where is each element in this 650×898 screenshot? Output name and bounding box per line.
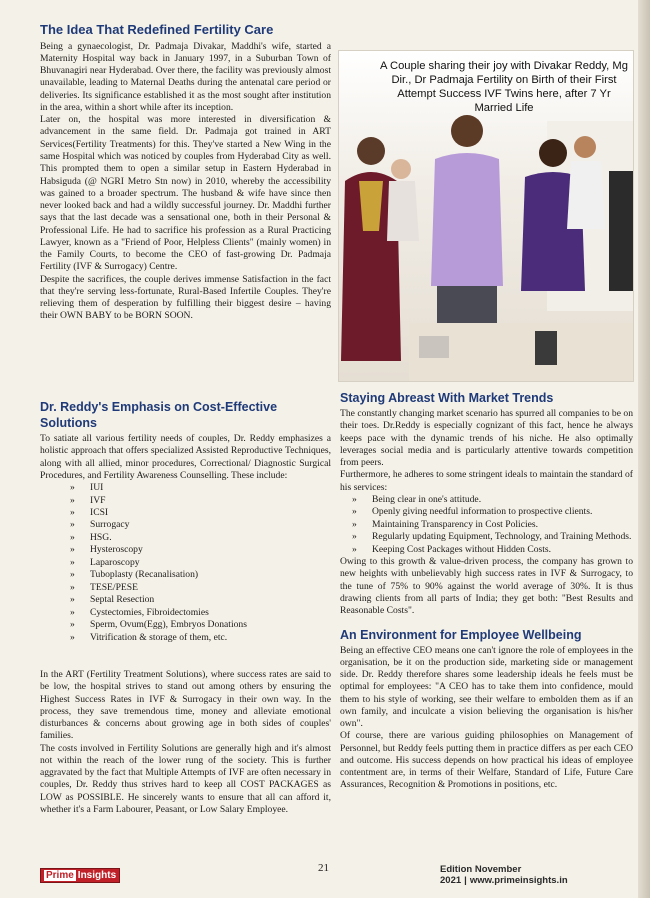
page-edge-shadow: [638, 0, 650, 898]
list-item: » Sperm, Ovum(Egg), Embryos Donations: [70, 619, 331, 631]
page-number: 21: [318, 862, 329, 874]
ideals-list: [340, 494, 633, 556]
logo-insights: Insights: [77, 870, 117, 881]
paragraph: In the ART (Fertility Treatment Solutions), where success rates are said to be low, the hospital strives to stand out among others by ensuring the Highest Success Rates in IVF & Surrogacy in their own way. In the process, they save tremendous time, money and alleviate emotional disturbances & concerns about growing age in both sides of couples' families.: [40, 669, 331, 742]
list-item: » Septal Resection: [70, 594, 331, 606]
paragraph: The constantly changing market scenario has spurred all companies to be on their toes. Dr.Reddy is especially cognizant of this fact, hence he always keeps pace with the dynamic trends of his niche. He also optimally leverages social media and is particularly attentive towards competition from peers.: [340, 408, 633, 469]
services-list: [40, 482, 331, 644]
list-item: » Tuboplasty (Recanalisation): [70, 569, 331, 581]
separator: |: [464, 875, 467, 886]
left-column-bottom: [40, 669, 331, 816]
paragraph: Owing to this growth & value-driven process, the company has grown to new heights with unbelievably high success rates in IVF & Surrogacy, to the tune of 75% to 90% against the world average of 30%. It is thus drawing clients from all parts of India; they get both: "Best Results and Reasonable Costs".: [340, 556, 633, 617]
paragraph: Of course, there are various guiding philosophies on Management of Personnel, but Reddy feels putting them in practice differs as per each CEO and outcome. His success depends on how practical his ideas of employee contentment are, in terms of their Welfare, Standard of Life, Future Care Assurances, Recognition & Promotions in positions, etc.: [340, 730, 633, 791]
paragraph: Despite the sacrifices, the couple derives immense Satisfaction in the fact that they're serving less-fortunate, Rural-Based Infertile Couples. They're relieving them of desperation by fulfilling their biggest desire – having their OWN BABY to be BORN SOON.: [40, 273, 331, 322]
list-item: » Laparoscopy: [70, 557, 331, 569]
list-item: » Maintaining Transparency in Cost Policies.: [352, 519, 633, 531]
logo-prime: Prime: [46, 870, 74, 881]
paragraph: Being an effective CEO means one can't ignore the role of employees in the organisation, be it on the production side, marketing side or management side. Dr. Reddy therefore shares some leadership ideals he feels must be optimal for employees: "A CEO has to take them into confidence, mould them to his style of working, see their welfare to embolden them as if an own family, and inculcate a vision believing the organisation is his/her own".: [340, 644, 633, 730]
website-link[interactable]: www.primeinsights.in: [469, 875, 568, 886]
list-item: » Regularly updating Equipment, Technology, and Training Methods.: [352, 531, 633, 543]
list-item: » Surrogacy: [70, 519, 331, 531]
left-column: [40, 22, 331, 323]
paragraph: Later on, the hospital was more interested in diversification & advancement in the same field. Dr. Padmaja got trained in ART Services(Fertility Treatments) for this. They've started a New Wing in the same Hospital which was noticed by couples from Hyderabad City as well. This prompted them to open a similar setup in Eastern Hyderabad in Habsiguda (@ NGRI Metro Stn now) in 2010, whereby the accessibility was gained to a broader spectrum. The husband & wife have since then never looked back and had a wildly successful journey. Dr. Maddhi further says that the last decade was a sensational one, both in their Personal & Professional Life. He had to sacrifice his profession as a Rural Practicing Lawyer, known as a "Friend of Poor, Helpless Clients" (mainly women) in the Family Courts, to become the CEO of fast-growing Dr. Padmaja Fertility (IVF & Surrogacy) Centre.: [40, 114, 331, 273]
list-item: » Keeping Cost Packages without Hidden Costs.: [352, 544, 633, 556]
list-item: » Vitrification & storage of them, etc.: [70, 632, 331, 644]
list-item: » Cystectomies, Fibroidectomies: [70, 607, 331, 619]
paragraph: The costs involved in Fertility Solutions are generally high and it's almost not within the reach of the lower rung of the society. This is further aggravated by the fact that Multiple Attempts of IVF are often necessary in couples, Dr. Reddy thus strives hard to keep all COST PACKAGES as LOW as POSSIBLE. He sincerely wants to ensure that all can afford it, whether it's a Farm Labourer, Peasant, or Low Salary Employee.: [40, 742, 331, 815]
list-item: » HSG.: [70, 532, 331, 544]
list-item: » Openly giving needful information to prospective clients.: [352, 506, 633, 518]
edition-info: [440, 864, 650, 886]
list-item: » IUI: [70, 482, 331, 494]
list-item: » Hysteroscopy: [70, 544, 331, 556]
people-photo-illustration: [339, 51, 633, 381]
right-column: [340, 390, 633, 792]
list-item: » TESE/PESE: [70, 582, 331, 594]
heading-employee-wellbeing: An Environment for Employee Wellbeing: [340, 627, 582, 642]
logo-badge: [40, 868, 120, 883]
publication-logo: [40, 865, 120, 883]
paragraph: Being a gynaecologist, Dr. Padmaja Divakar, Maddhi's wife, started a Maternity Hospital way back in January 1997, in a Suburban Town of Bhuvanagiri near Hyderabad. Over there, the facility was previously almost unavailable, leading to Maternal Deaths during the antenatal care period or deliveries. Its significance established it as the most sought after institution in the area, within a short while after its inception.: [40, 40, 331, 113]
edition-label: Edition November 2021: [440, 864, 522, 886]
photo-caption: A Couple sharing their joy with Divakar Reddy, Mg Dir., Dr Padmaja Fertility on Birth of their First Attempt Success IVF Twins here, after 7 Yr Married Life: [380, 60, 628, 114]
paragraph: To satiate all various fertility needs of couples, Dr. Reddy emphasizes a holistic approach that offers specialized Assisted Reproductive Techniques, along with all allied, minor procedures, Correctional/ Diagnostic Surgical Procedures, and Fertility Awareness Counselling. These include:: [40, 433, 331, 481]
paragraph: Furthermore, he adheres to some stringent ideals to maintain the standard of his services:: [340, 469, 633, 493]
heading-cost-effective: Dr. Reddy's Emphasis on Cost-Effective Solutions: [40, 400, 278, 430]
heading-market-trends: Staying Abreast With Market Trends: [340, 391, 554, 405]
heading-idea: The Idea That Redefined Fertility Care: [40, 22, 274, 37]
list-item: » IVF: [70, 495, 331, 507]
list-item: » Being clear in one's attitude.: [352, 494, 633, 506]
list-item: » ICSI: [70, 507, 331, 519]
left-column-lower: [40, 399, 331, 644]
couple-photo: [338, 50, 634, 382]
